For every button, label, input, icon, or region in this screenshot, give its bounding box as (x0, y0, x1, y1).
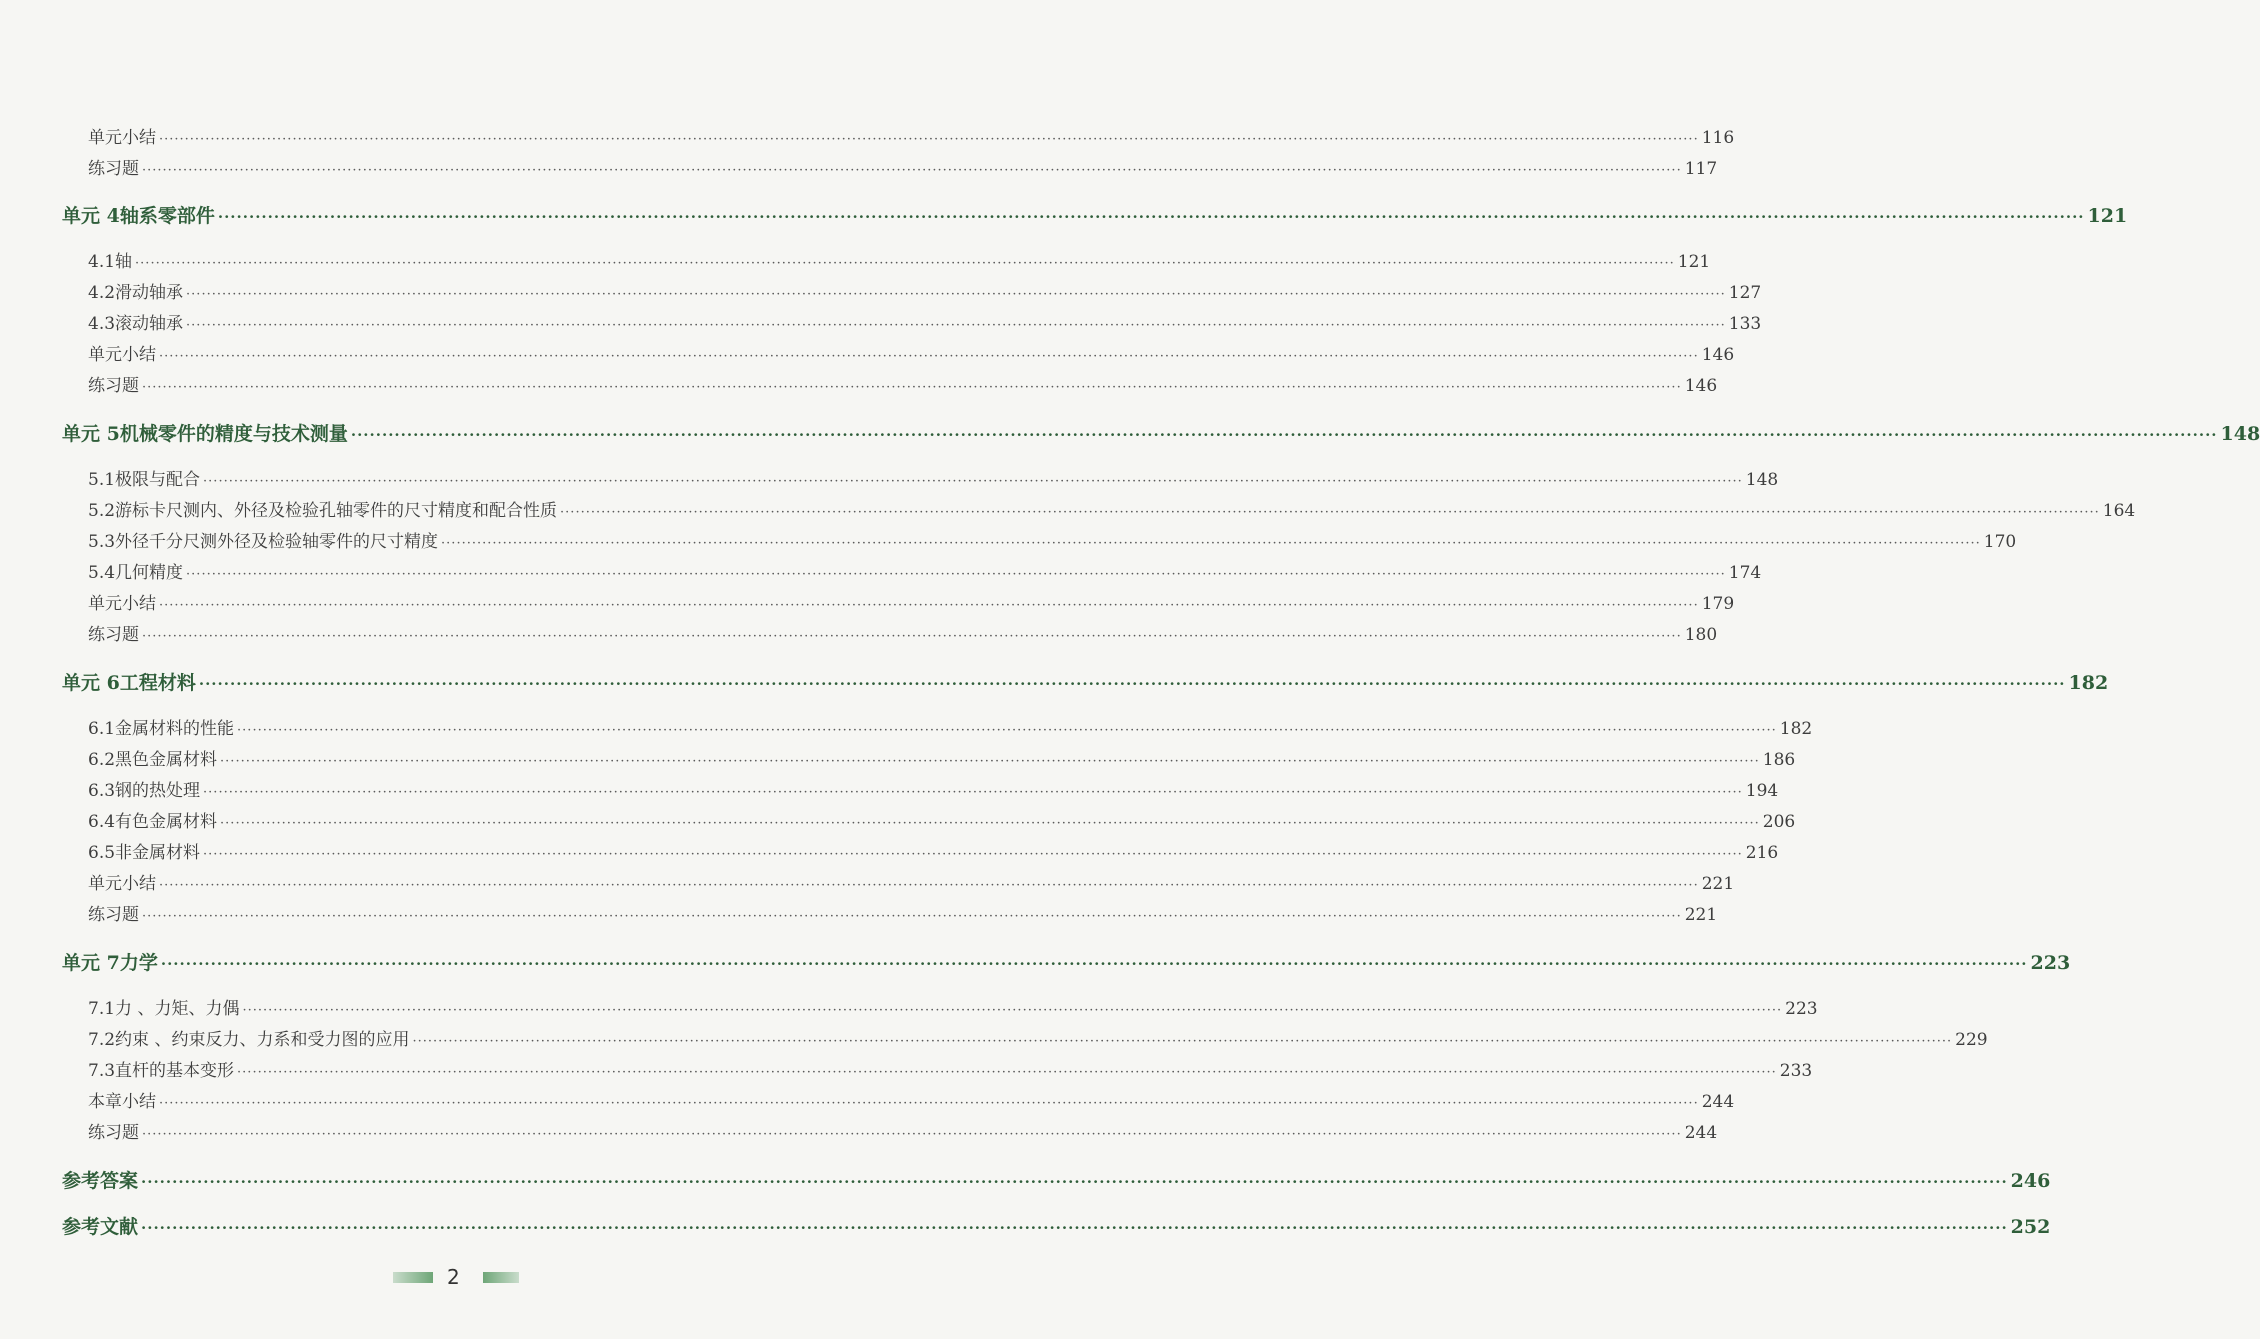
toc-number: 6.5 (88, 843, 116, 863)
toc-number: 单元 5 (62, 423, 120, 445)
toc-title: 钢的热处理 (115, 781, 201, 801)
toc-page-number: 221 (1701, 874, 1735, 894)
toc-entry-row (0, 807, 1796, 832)
toc-title: 金属材料的性能 (115, 719, 235, 739)
toc-page-number: 121 (1677, 252, 1711, 272)
toc-page-number: 117 (1684, 159, 1718, 179)
toc-number: 5.2 (88, 501, 116, 521)
toc-leader-dots: ············································································································································································································································································································ (441, 536, 1981, 551)
toc-leader-dots: ············································································································································································································································································································ (159, 1096, 1699, 1111)
toc-leader-dots: ············································································································································································································································································································ (142, 163, 1682, 178)
toc-title: 力 、力矩、力偶 (115, 999, 240, 1019)
toc-title: 有色金属材料 (115, 812, 218, 832)
toc-entry-row (0, 558, 1762, 583)
toc-chapter-row (0, 419, 2260, 446)
toc-title: 游标卡尺测内、外径及检验孔轴零件的尺寸精度和配合性质 (115, 501, 558, 521)
toc-leader-dots: ············································································································································································································································································································ (220, 754, 1760, 769)
toc-entry-row (0, 465, 1779, 490)
toc-number: 单元 6 (62, 672, 120, 694)
toc-title: 轴 (115, 252, 133, 272)
toc-leader-dots: ············································································································································································································································································································ (203, 785, 1743, 800)
toc-title: 练习题 (88, 1123, 139, 1143)
toc-page-number: 174 (1728, 563, 1762, 583)
toc-number: 6.1 (88, 719, 116, 739)
toc-chapter-row (0, 948, 2071, 975)
toc-leader-dots: ············································································································································································································································································································ (186, 567, 1726, 582)
toc-page-number: 221 (1684, 905, 1718, 925)
toc-leader-dots: ············································································································································································································································································································ (159, 349, 1699, 364)
toc-leader-dots: ············································································································································································································································································································ (350, 426, 2218, 444)
toc-entry-row (0, 247, 1711, 272)
toc-page-number: 194 (1745, 781, 1779, 801)
toc-number: 4.1 (88, 252, 116, 272)
toc-leader-dots: ············································································································································································································································································································ (141, 1219, 2008, 1237)
toc-entry-row (0, 900, 1718, 925)
toc-page-number: 182 (1779, 719, 1813, 739)
toc-number: 6.3 (88, 781, 116, 801)
toc-entry-row (0, 154, 1718, 179)
toc-page-number: 233 (1779, 1061, 1813, 1081)
toc-page-number: 148 (1745, 470, 1779, 490)
toc-entry-row (0, 589, 1735, 614)
toc-page-number: 180 (1684, 625, 1718, 645)
toc-page-number: 164 (2102, 501, 2136, 521)
toc-entry-row (0, 123, 1735, 148)
toc-leader-dots: ············································································································································································································································································································ (159, 878, 1699, 893)
toc-page-number: 244 (1701, 1092, 1735, 1112)
toc-number: 7.3 (88, 1061, 116, 1081)
toc-entry-row (0, 994, 1818, 1019)
toc-title: 滑动轴承 (115, 283, 184, 303)
toc-leader-dots: ············································································································································································································································································································ (159, 598, 1699, 613)
toc-page-number: 223 (2030, 952, 2071, 974)
toc-entry-row (0, 869, 1735, 894)
toc-page-number: 127 (1728, 283, 1762, 303)
toc-title: 直杆的基本变形 (115, 1061, 235, 1081)
toc-page-number: 116 (1701, 128, 1735, 148)
toc-title: 参考答案 (62, 1170, 139, 1192)
toc-leader-dots: ············································································································································································································································································································ (159, 132, 1699, 147)
toc-number: 7.2 (88, 1030, 116, 1050)
toc-page-number: 252 (2010, 1216, 2051, 1238)
toc-page-number: 186 (1762, 750, 1796, 770)
toc-leader-dots: ············································································································································································································································································································ (142, 380, 1682, 395)
toc-title: 练习题 (88, 376, 139, 396)
toc-chapter-row (0, 1212, 2051, 1239)
toc-entry-row (0, 714, 1813, 739)
toc-leader-dots: ············································································································································································································································································································ (135, 256, 1675, 271)
toc-title: 单元小结 (88, 594, 156, 614)
toc-page-number: 146 (1684, 376, 1718, 396)
toc-number: 单元 7 (62, 952, 120, 974)
toc-title: 非金属材料 (115, 843, 201, 863)
toc-title: 本章小结 (88, 1092, 156, 1112)
toc-title: 单元小结 (88, 345, 156, 365)
toc-title: 力学 (119, 952, 158, 974)
toc-entry-row (0, 309, 1762, 334)
toc-title: 机械零件的精度与技术测量 (119, 423, 348, 445)
toc-leader-dots: ············································································································································································································································································································ (186, 287, 1726, 302)
toc-page-number: 206 (1762, 812, 1796, 832)
toc-title: 约束 、约束反力、力系和受力图的应用 (115, 1030, 410, 1050)
toc-title: 极限与配合 (115, 470, 201, 490)
toc-leader-dots: ············································································································································································································································································································ (142, 629, 1682, 644)
toc-page-number: 121 (2087, 205, 2128, 227)
toc-leader-dots: ············································································································································································································································································································ (560, 505, 2100, 520)
toc-leader-dots: ············································································································································································································································································································ (186, 318, 1726, 333)
toc-number: 单元 4 (62, 205, 120, 227)
toc-title: 外径千分尺测外径及检验轴零件的尺寸精度 (115, 532, 439, 552)
toc-page-number: 229 (1955, 1030, 1988, 1050)
toc-leader-dots: ············································································································································································································································································································ (203, 847, 1743, 862)
toc-number: 6.2 (88, 750, 116, 770)
toc-leader-dots: ············································································································································································································································································································ (142, 909, 1682, 924)
page-footer (0, 1265, 900, 1289)
toc-entry-row (0, 745, 1796, 770)
toc-title: 黑色金属材料 (115, 750, 218, 770)
toc-title: 练习题 (88, 905, 139, 925)
toc-entry-row (0, 371, 1718, 396)
toc-entry-row (0, 776, 1779, 801)
toc-leader-dots: ············································································································································································································································································································ (412, 1034, 1953, 1049)
page-number: 2 (447, 1265, 460, 1289)
toc-page-number: 148 (2220, 423, 2260, 445)
toc-number: 7.1 (88, 999, 116, 1019)
toc-title: 练习题 (88, 625, 139, 645)
toc-number: 4.3 (88, 314, 116, 334)
toc-entry-row (0, 1056, 1813, 1081)
toc-leader-dots: ············································································································································································································································································································ (142, 1127, 1682, 1142)
toc-number: 5.1 (88, 470, 116, 490)
toc-title: 滚动轴承 (115, 314, 184, 334)
toc-page-number: 223 (1785, 999, 1818, 1019)
toc-title: 单元小结 (88, 128, 156, 148)
toc-title: 参考文献 (62, 1216, 139, 1238)
toc-entry-row (0, 278, 1762, 303)
toc-entry-row (0, 340, 1735, 365)
toc-chapter-row (0, 1166, 2051, 1193)
toc-chapter-row (0, 201, 2128, 228)
toc-page-number: 182 (2068, 672, 2109, 694)
toc-page-number: 244 (1684, 1123, 1718, 1143)
toc-leader-dots: ············································································································································································································································································································ (160, 955, 2028, 973)
toc-page-number: 146 (1701, 345, 1735, 365)
toc-number: 5.4 (88, 563, 116, 583)
toc-leader-dots: ············································································································································································································································································································ (237, 723, 1777, 738)
toc-entry-row (0, 496, 2136, 521)
toc-title: 工程材料 (119, 672, 196, 694)
toc-entry-row (0, 1118, 1718, 1143)
toc-entry-row (0, 527, 2017, 552)
toc-title: 单元小结 (88, 874, 156, 894)
toc-title: 练习题 (88, 159, 139, 179)
toc-entry-row (0, 620, 1718, 645)
footer-bar-right (483, 1272, 519, 1283)
footer-bar-left (393, 1272, 433, 1283)
toc-entry-row (0, 838, 1779, 863)
toc-entry-row (0, 1087, 1735, 1112)
toc-page-number: 170 (1983, 532, 2017, 552)
toc-leader-dots: ············································································································································································································································································································ (198, 675, 2066, 693)
toc-page-number: 216 (1745, 843, 1779, 863)
toc-leader-dots: ············································································································································································································································································································ (220, 816, 1760, 831)
toc-leader-dots: ············································································································································································································································································································ (203, 474, 1743, 489)
toc-leader-dots: ············································································································································································································································································································ (141, 1173, 2008, 1191)
toc-page-number: 179 (1701, 594, 1735, 614)
toc-page-number: 246 (2010, 1170, 2051, 1192)
toc-number: 5.3 (88, 532, 116, 552)
toc-page-number: 133 (1728, 314, 1762, 334)
toc-number: 6.4 (88, 812, 116, 832)
toc-leader-dots: ············································································································································································································································································································ (237, 1065, 1777, 1080)
toc-title: 几何精度 (115, 563, 184, 583)
toc-leader-dots: ············································································································································································································································································································ (217, 208, 2085, 226)
toc-chapter-row (0, 668, 2109, 695)
toc-leader-dots: ············································································································································································································································································································ (242, 1003, 1783, 1018)
toc-number: 4.2 (88, 283, 116, 303)
toc-entry-row (0, 1025, 1988, 1050)
toc-title: 轴系零部件 (119, 205, 215, 227)
